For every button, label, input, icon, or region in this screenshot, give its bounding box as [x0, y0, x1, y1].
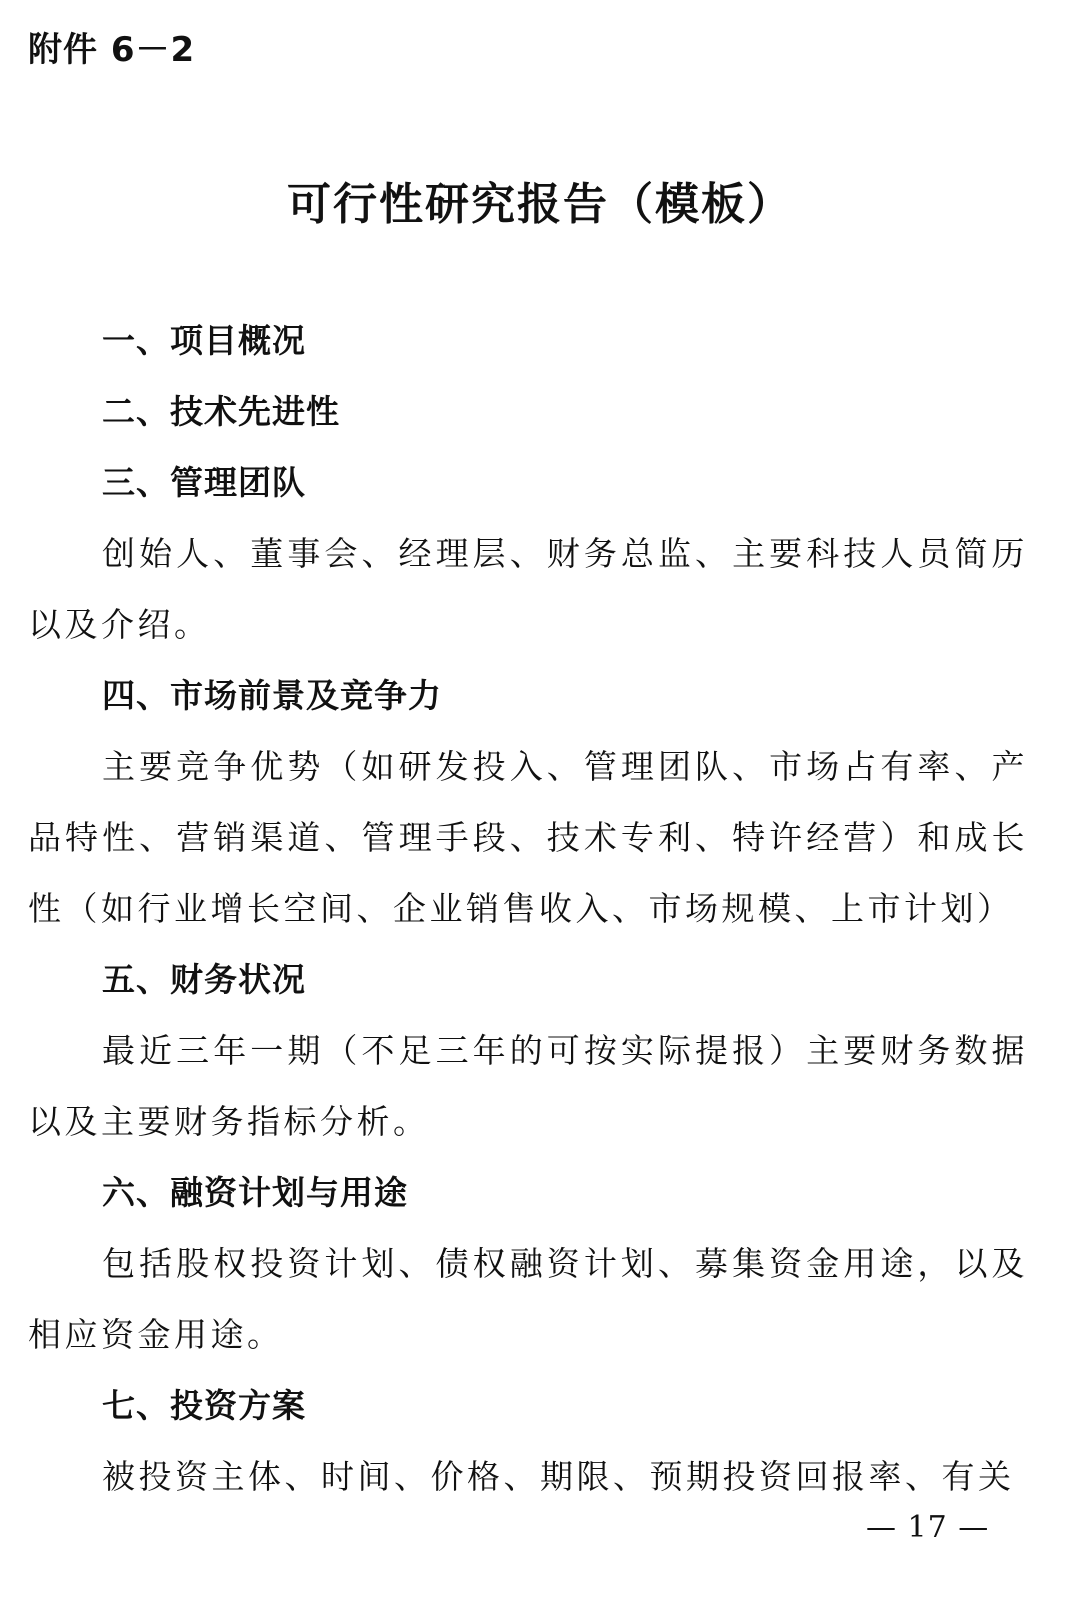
section-heading-technology: 二、技术先进性 [102, 392, 340, 431]
section-body-financial-status: 最近三年一期（不足三年的可按实际提报）主要财务数据以及主要财务指标分析。 [28, 1031, 1028, 1141]
section-heading-financing-plan: 六、融资计划与用途 [102, 1173, 408, 1212]
document-body [28, 305, 1028, 1512]
section-heading-overview: 一、项目概况 [102, 321, 306, 360]
page-number: — 17 — [866, 1510, 990, 1545]
section-body-market-outlook: 主要竞争优势（如研发投入、管理团队、市场占有率、产品特性、营销渠道、管理手段、技术专利、特许经营）和成长性（如行业增长空间、企业销售收入、市场规模、上市计划） [28, 747, 1028, 928]
section-heading-investment-plan: 七、投资方案 [102, 1386, 306, 1425]
section-heading-management-team: 三、管理团队 [102, 463, 306, 502]
section-heading-financial-status: 五、财务状况 [102, 960, 306, 999]
section-body-management-team: 创始人、董事会、经理层、财务总监、主要科技人员简历以及介绍。 [28, 534, 1028, 644]
section-body-financing-plan: 包括股权投资计划、债权融资计划、募集资金用途，以及相应资金用途。 [28, 1244, 1028, 1354]
section-heading-market-outlook: 四、市场前景及竞争力 [102, 676, 442, 715]
section-body-investment-plan: 被投资主体、时间、价格、期限、预期投资回报率、有关 [102, 1457, 1015, 1496]
attachment-label: 附件 6－2 [28, 30, 196, 70]
document-title: 可行性研究报告（模板） [287, 179, 793, 230]
